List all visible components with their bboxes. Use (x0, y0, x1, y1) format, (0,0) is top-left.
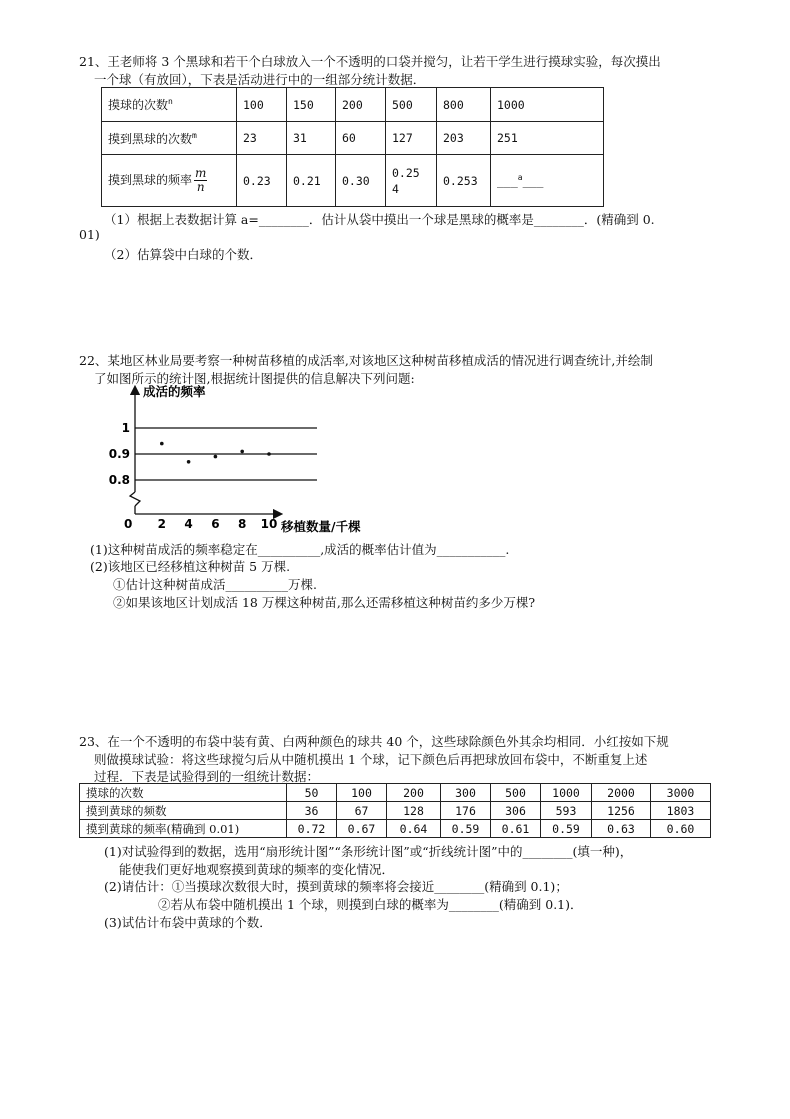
table-cell: 31 (287, 122, 336, 155)
table-cell: 0.30 (336, 155, 386, 207)
q23-part1-line2: 能使我们更好地观察摸到黄球的频率的变化情况． (119, 862, 395, 877)
table-cell: 1000 (491, 88, 604, 122)
q21-stem-line2: 一个球（有放回），下表是活动进行中的一组部分统计数据． (94, 72, 426, 87)
x-tick-label: 10 (260, 517, 278, 531)
q22-part2b: ②如果该地区计划成活 18 万棵这种树苗,那么还需移植这种树苗约多少万棵? (113, 595, 536, 610)
table-cell: 67 (337, 802, 387, 820)
table-cell: 0.67 (337, 820, 387, 838)
q23-stem-line1: 23、在一个不透明的布袋中装有黄、白两种颜色的球共 40 个，这些球除颜色外其余均相同．小红按如下规 (79, 734, 669, 749)
q22-stem-line1: 22、某地区林业局要考察一种树苗移植的成活率,对该地区这种树苗移植成活的情况进行调查统计,并绘制 (79, 353, 653, 368)
table-cell: 200 (336, 88, 386, 122)
table-cell: 128 (387, 802, 441, 820)
table-cell: 300 (441, 784, 491, 802)
table-row (80, 784, 711, 802)
table-cell: 0.23 (237, 155, 287, 207)
x-tick-label: 4 (184, 517, 193, 531)
x-tick-label: 2 (157, 517, 166, 531)
table-cell: 0.21 (287, 155, 336, 207)
table-cell: 23 (237, 122, 287, 155)
q21-part1-line1: （1）根据上表数据计算 a=________．估计从袋中摸出一个球是黑球的概率是________．(精确到 0. (104, 212, 655, 227)
table-cell: 1000 (541, 784, 592, 802)
table-cell: 摸球的次数 (80, 784, 287, 802)
q21-part1-line2: 01) (79, 227, 100, 242)
q22-chart (108, 380, 385, 535)
data-point (214, 455, 218, 459)
y-axis-label: 成活的频率 (143, 384, 206, 399)
table-cell: 0.59 (541, 820, 592, 838)
q22-part1: (1)这种树苗成活的频率稳定在__________,成活的概率估计值为___________. (90, 542, 510, 557)
table-cell: 50 (287, 784, 337, 802)
q23-part1-line1: (1)对试验得到的数据，选用“扇形统计图”“条形统计图”或“折线统计图”中的________(填一种)， (104, 844, 633, 859)
table-cell: 摸到黄球的频数 (80, 802, 287, 820)
q21-part2: （2）估算袋中白球的个数． (104, 247, 262, 262)
table-cell: 60 (336, 122, 386, 155)
table-cell: 203 (437, 122, 491, 155)
x-axis-label: 移植数量/千棵 (281, 519, 361, 534)
table-cell: 500 (491, 784, 541, 802)
table-cell: 摸球的次数$^n$ (102, 88, 237, 122)
data-point (187, 460, 191, 464)
origin-label: 0 (124, 517, 133, 531)
table-cell: 150 (287, 88, 336, 122)
q22-part2: (2)该地区已经移植这种树苗 5 万棵. (90, 559, 291, 574)
q22-stem-line2: 了如图所示的统计图,根据统计图提供的信息解决下列问题: (94, 371, 415, 386)
table-row (80, 820, 711, 838)
table-row (102, 122, 604, 155)
table-cell: 0.63 (592, 820, 651, 838)
q23-table (79, 783, 711, 838)
table-cell: 0.61 (491, 820, 541, 838)
data-point (160, 442, 164, 446)
data-point (240, 450, 244, 454)
table-cell: 0.64 (387, 820, 441, 838)
table-cell: 0.72 (287, 820, 337, 838)
table-cell: 800 (437, 88, 491, 122)
table-cell: 0.60 (651, 820, 711, 838)
q23-stem-line2: 则做摸球试验：将这些球搅匀后从中随机摸出 1 个球，记下颜色后再把球放回布袋中，不断重复上述 (94, 752, 648, 767)
table-cell: 1803 (651, 802, 711, 820)
x-tick-label: 8 (238, 517, 247, 531)
y-tick-label: 0.9 (108, 447, 130, 461)
table-cell: 1256 (592, 802, 651, 820)
q23-part3: (3)试估计布袋中黄球的个数． (104, 915, 272, 930)
axis-break-mark (130, 492, 140, 506)
table-cell: ___$^a$___ (491, 155, 604, 207)
table-cell: 251 (491, 122, 604, 155)
data-point (267, 452, 271, 456)
table-cell: 0.25 4 (386, 155, 437, 207)
table-row (102, 88, 604, 122)
q23-part2-line1: (2)请估计：①当摸球次数很大时，摸到黄球的频率将会接近________(精确到 0.1)； (104, 879, 568, 894)
table-cell: 2000 (592, 784, 651, 802)
table-cell: 0.253 (437, 155, 491, 207)
table-cell: 593 (541, 802, 592, 820)
q23-stem-line3: 过程．下表是试验得到的一组统计数据： (94, 769, 320, 784)
table-cell: 摸到黑球的次数$^m$ (102, 122, 237, 155)
table-cell: 36 (287, 802, 337, 820)
q21-stem-line1: 21、王老师将 3 个黑球和若干个白球放入一个不透明的口袋并搅匀，让若干学生进行摸球实验，每次摸出 (79, 54, 661, 69)
table-cell: 127 (386, 122, 437, 155)
table-cell: 200 (387, 784, 441, 802)
table-cell: 摸到黄球的频率(精确到 0.01) (80, 820, 287, 838)
y-tick-label: 0.8 (108, 473, 130, 487)
table-cell: 500 (386, 88, 437, 122)
table-cell: 306 (491, 802, 541, 820)
table-cell: 100 (237, 88, 287, 122)
table-cell: 100 (337, 784, 387, 802)
y-tick-label: 1 (121, 421, 130, 435)
fraction-m-over-n: $\frac{m}{n}$ (195, 166, 207, 194)
q23-part2-line2: ②若从布袋中随机摸出 1 个球，则摸到白球的概率为________(精确到 0.1)． (158, 897, 583, 912)
q22-part2a: ①估计这种树苗成活__________万棵. (113, 577, 317, 592)
table-cell: 摸到黑球的频率 $\frac{m}{n}$ (102, 155, 237, 207)
x-tick-label: 6 (211, 517, 220, 531)
q21-table (101, 87, 604, 207)
table-cell: 3000 (651, 784, 711, 802)
table-row (102, 155, 604, 207)
table-cell: 176 (441, 802, 491, 820)
table-row (80, 802, 711, 820)
table-cell: 0.59 (441, 820, 491, 838)
